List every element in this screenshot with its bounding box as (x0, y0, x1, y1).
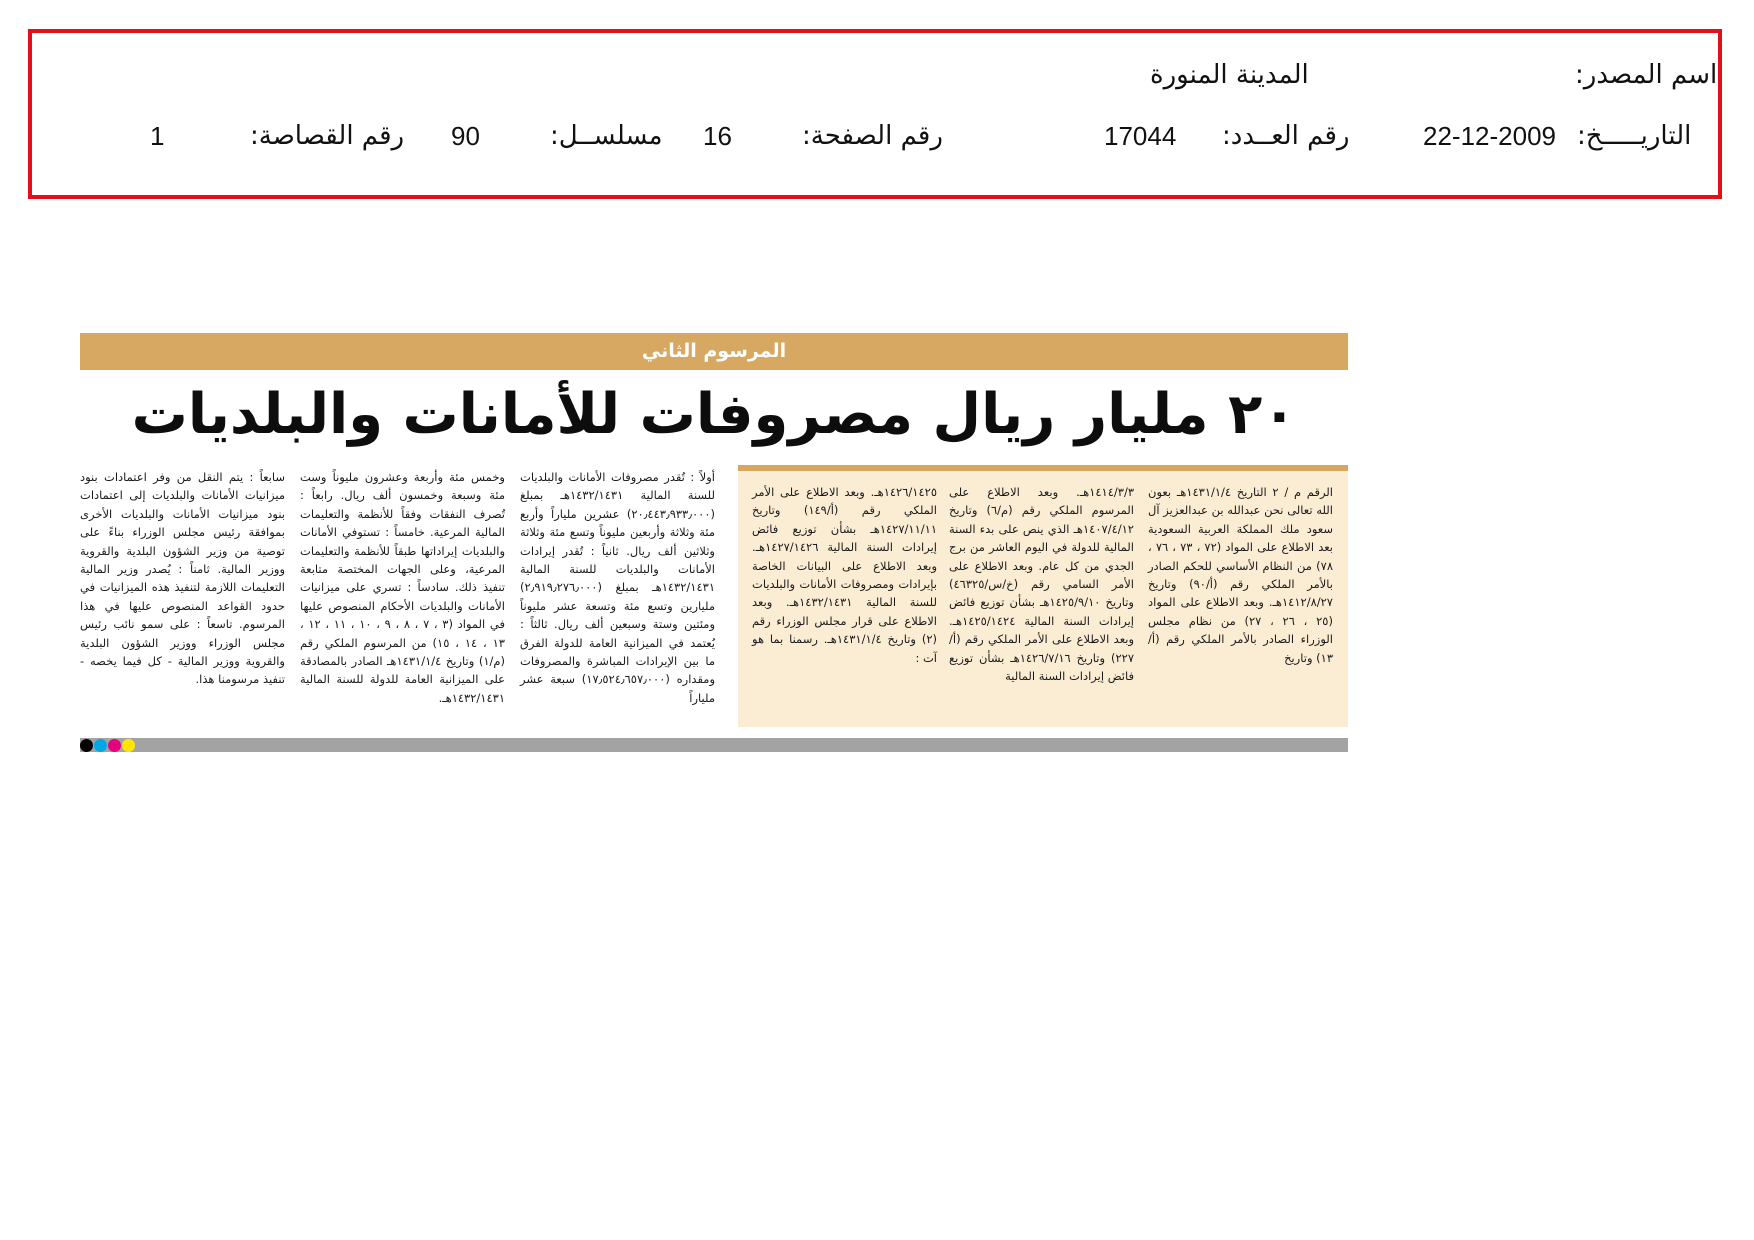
source-value: المدينة المنورة (1150, 60, 1309, 90)
serial-value: 90 (451, 121, 480, 151)
section-band: المرسوم الثاني (80, 333, 1348, 370)
article-column-2: ١٤١٤/٣/٣هـ. وبعد الاطلاع على المرسوم الملكي رقم (م/٦) وتاريخ ١٤٠٧/٤/١٢هـ الذي ينص على بدء السنة المالية للدولة في اليوم العاشر من برج الجدي من كل عام. وبعد الاطلاع على الأمر السامي رقم (خ/س/٤٦٣٢٥) وتاريخ ١٤٢٥/٩/١٠هـ بشأن توزيع فائض إيرادات السنة المالية ١٤٢٥/١٤٢٤هـ. وبعد الاطلاع على الأمر الملكي رقم (أ/٢٢٧) وتاريخ ١٤٢٦/٧/١٦هـ بشأن توزيع فائض إيرادات السنة المالية (949, 485, 1134, 684)
article-column-5: وخمس مئة وأربعة وعشرون مليوناً وست مئة وسبعة وخمسون ألف ريال. رابعاً : تُصرف النفقات وفقاً للأنظمة والتعليمات المالية المرعية. خامساً : تستوفي الأمانات والبلديات إيراداتها طبقاً للأنظمة والتعليمات المرعية، وعلى الجهات المختصة متابعة تنفيذ ذلك. سادساً : تسري على ميزانيات الأمانات والبلديات الأحكام المنصوص عليها في المواد (٣ ، ٧ ، ٨ ، ٩ ، ١٠ ، ١١ ، ١٢ ، ١٣ ، ١٤ ، ١٥) من المرسوم الملكي رقم (م/١) وتاريخ ١٤٣١/١/٤هـ الصادر بالمصادقة على الميزانية العامة للدولة للسنة المالية ١٤٣٢/١٤٣١هـ. (300, 470, 505, 705)
issue-label: رقم العــدد: (1222, 121, 1350, 151)
article-column-4: أولاً : تُقدر مصروفات الأمانات والبلديات للسنة المالية ١٤٣٢/١٤٣١هـ بمبلغ (٢٠٫٤٤٣٫٩٣٣٫٠٠٠) عشرين ملياراً وأربع مئة وثلاثة وأربعين مليوناً وتسع مئة وثلاثة وثلاثين ألف ريال. ثانياً : تُقدر إيرادات الأمانات والبلديات للسنة المالية ١٤٣٢/١٤٣١هـ بمبلغ (٢٫٩١٩٫٢٧٦٫٠٠٠) مليارين وتسع مئة وتسعة عشر مليوناً ومئتين وستة وسبعين ألف ريال. ثالثاً : يُعتمد في الميزانية العامة للدولة الفرق ما بين الإيرادات المباشرة والمصروفات ومقداره (١٧٫٥٢٤٫٦٥٧٫٠٠٠) سبعة عشر ملياراً (520, 470, 715, 705)
newspaper-clipping (80, 333, 1348, 753)
registration-dot-cyan (94, 739, 107, 752)
clipping-metadata-box (28, 29, 1722, 199)
source-label: اسم المصدر: (1575, 60, 1718, 90)
issue-value: 17044 (1104, 121, 1177, 151)
registration-dot-black (80, 739, 93, 752)
clip-number-label: رقم القصاصة: (250, 121, 405, 151)
date-value: 22-12-2009 (1423, 121, 1556, 151)
date-label: التاريـــــخ: (1577, 121, 1692, 151)
article-column-1: الرقم م / ٢ التاريخ ١٤٣١/١/٤هـ بعون الله تعالى نحن عبدالله بن عبدالعزيز آل سعود ملك المملكة العربية السعودية بعد الاطلاع على المواد (٧٢ ، ٧٣ ، ٧٦ ، ٧٨) من النظام الأساسي للحكم الصادر بالأمر الملكي رقم (أ/٩٠) وتاريخ ١٤١٢/٨/٢٧هـ. وبعد الاطلاع على المواد (٢٥ ، ٢٦ ، ٢٧) من نظام مجلس الوزراء الصادر بالأمر الملكي رقم (أ/١٣) وتاريخ (1148, 485, 1333, 665)
serial-label: مسلســل: (550, 121, 663, 151)
registration-dot-magenta (108, 739, 121, 752)
article-column-3: ١٤٢٦/١٤٢٥هـ. وبعد الاطلاع على الأمر الملكي رقم (أ/١٤٩) وتاريخ ١٤٢٧/١١/١١هـ بشأن توزيع فائض إيرادات السنة المالية ١٤٢٧/١٤٢٦هـ. وبعد الاطلاع على البيانات الخاصة بإيرادات ومصروفات الأمانات والبلديات للسنة المالية ١٤٣٢/١٤٣١هـ. وبعد الاطلاع على قرار مجلس الوزراء رقم (٢) وتاريخ ١٤٣١/١/٤هـ. رسمنا بما هو آت : (752, 485, 938, 665)
registration-dot-yellow (122, 739, 135, 752)
article-headline: ٢٠ مليار ريال مصروفات للأمانات والبلديات (131, 382, 1297, 447)
clip-number-value: 1 (150, 121, 165, 151)
page-label: رقم الصفحة: (802, 121, 943, 151)
print-registration-bar (80, 738, 1348, 752)
page-value: 16 (703, 121, 732, 151)
article-column-6: سابعاً : يتم النقل من وفر اعتمادات بنود ميزانيات الأمانات والبلديات إلى اعتمادات بنود ميزانيات الأمانات والبلديات الأخرى بموافقة رئيس مجلس الوزراء بناءً على توصية من وزير الشؤون البلدية والقروية ووزير المالية. ثامناً : يُصدر وزير المالية التعليمات اللازمة لتنفيذ هذه الميزانيات في حدود القواعد المنصوص عليها في هذا المرسوم. تاسعاً : على سمو نائب رئيس مجلس الوزراء ووزير الشؤون البلدية والقروية ووزير المالية - كل فيما يخصه - تنفيذ مرسومنا هذا. (80, 470, 285, 687)
